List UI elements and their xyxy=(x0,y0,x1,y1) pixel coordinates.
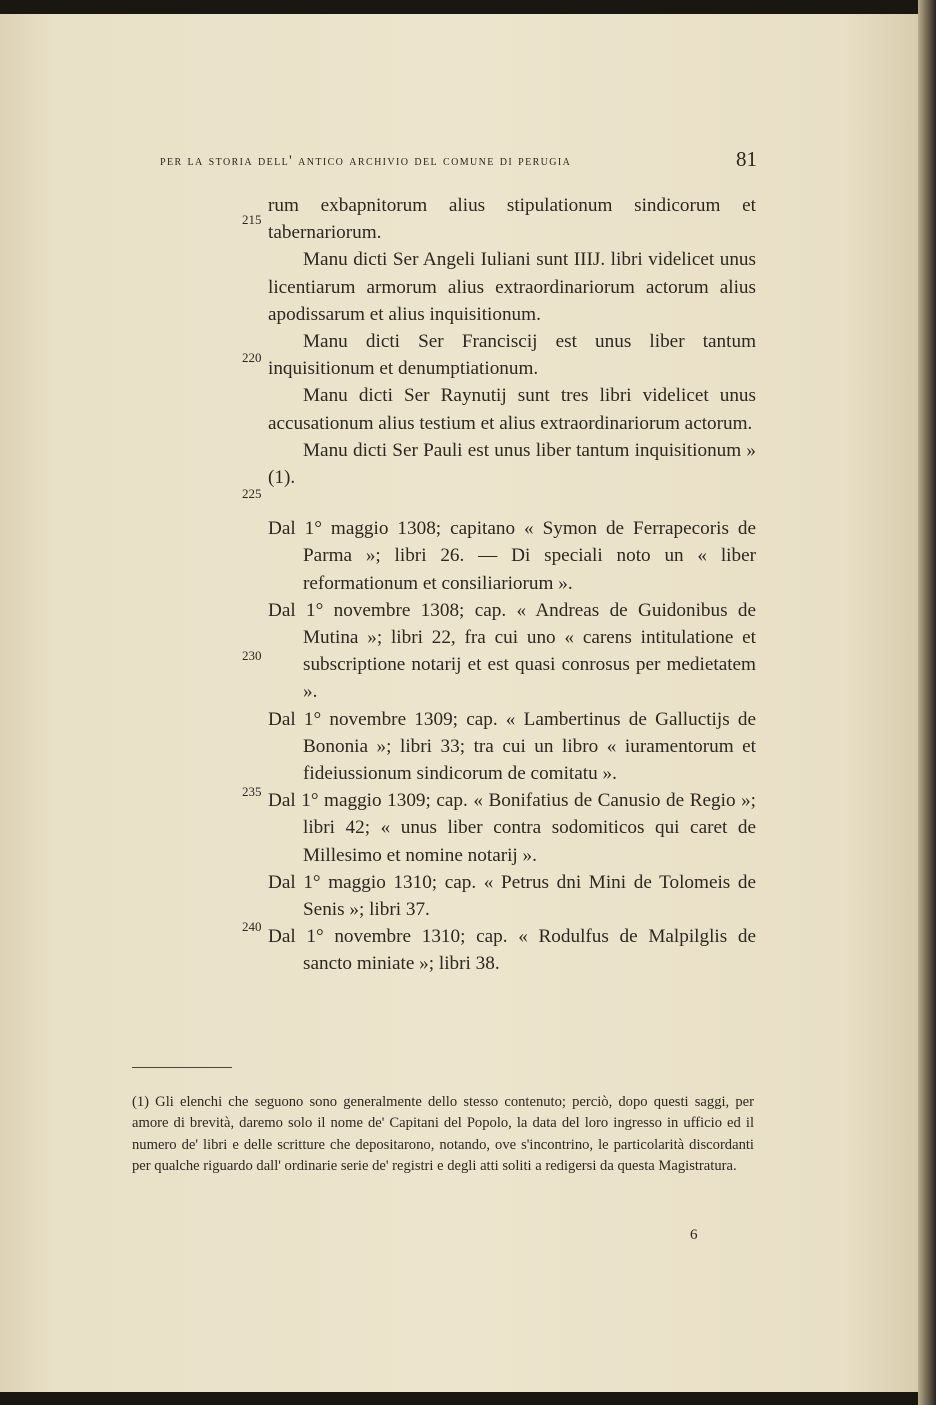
footnote-rule xyxy=(132,1067,232,1068)
paragraph: Manu dicti Ser Angeli Iuliani sunt IIIJ. libri videlicet unus licentiarum armorum alius extraordinariorum actorum alius apodissarum et alius inquisitionum. xyxy=(268,249,756,325)
line-number: 215 xyxy=(242,212,262,227)
paragraph: Manu dicti Ser Raynutij sunt tres libri videlicet unus accusationum alius testium et alius extraordinariorum actorum. xyxy=(268,385,756,434)
running-header xyxy=(160,147,757,175)
line-number: 235 xyxy=(242,784,262,799)
line-number: 225 xyxy=(242,486,262,501)
line-number: 240 xyxy=(242,919,262,934)
register-entry: Dal 1° maggio 1310; cap. « Petrus dni Mini de Tolomeis de Senis »; libri 37. xyxy=(268,871,756,921)
register-entry: Dal 1° novembre 1308; cap. « Andreas de Guidonibus de Mutina »; libri 22, fra cui uno « carens intitulatione et subscriptione notarij et est quasi conrosus per medietatem ». xyxy=(268,599,756,703)
book-page xyxy=(0,14,918,1392)
paragraph: Manu dicti Ser Franciscij est unus liber tantum inquisitionum et denumptiationum. xyxy=(268,331,756,380)
line-number: 230 xyxy=(242,648,262,663)
paragraph: rum exbapnitorum alius stipulationum sindicorum et tabernariorum. xyxy=(268,195,756,244)
main-text xyxy=(268,192,756,978)
register-entry: Dal 1° novembre 1309; cap. « Lambertinus de Galluctijs de Bononia »; libri 33; tra cui un libro « iuramentorum et fideiussionum sindicorum de comitatu ». xyxy=(268,708,756,785)
register-entry: Dal 1° maggio 1309; cap. « Bonifatius de Canusio de Regio »; libri 42; « unus liber contra sodomiticos qui caret de Millesimo et nomine notarij ». xyxy=(268,790,756,866)
page-number: 81 xyxy=(736,147,757,171)
paragraph: Manu dicti Ser Pauli est unus liber tantum inquisitionum » (1). xyxy=(268,439,756,489)
signature-mark: 6 xyxy=(690,1227,698,1243)
register-entry: Dal 1° novembre 1310; cap. « Rodulfus de Malpilglis de sancto miniate »; libri 38. xyxy=(268,926,756,975)
line-number: 220 xyxy=(242,350,262,365)
footnote: (1) Gli elenchi che seguono sono generalmente dello stesso contenuto; perciò, dopo questi saggi, per amore di brevità, daremo solo il nome de' Capitani del Popolo, la data del loro ingresso in ufficio ed il numero de' libri e delle scritture che depositarono, notando, ove s'incontrino, le particolarità discordanti per qualche riguardo dall' ordinarie serie de' registri e degli atti soliti a redigersi da questa Magistratura. xyxy=(132,1094,754,1174)
register-entry: Dal 1° maggio 1308; capitano « Symon de Ferrapecoris de Parma »; libri 26. — Di speciali noto un « liber reformationum et consiliariorum ». xyxy=(268,518,756,594)
header-title: per la storia dell' antico archivio del comune di perugia xyxy=(160,153,572,169)
page-edge xyxy=(918,0,936,1405)
